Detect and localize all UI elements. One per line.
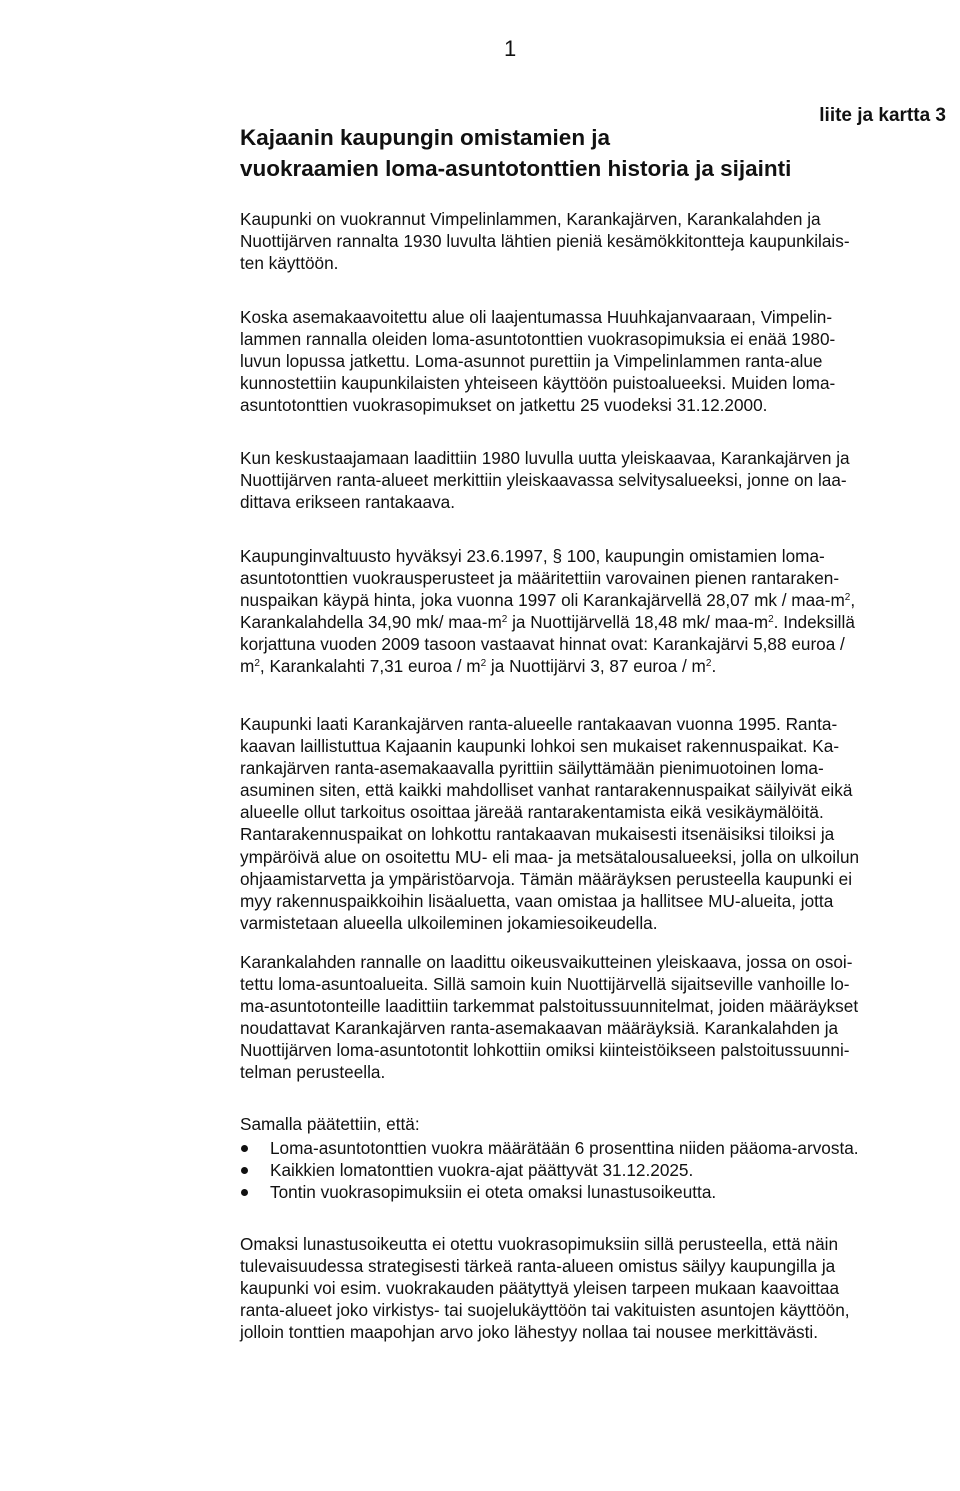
text-line: ten käyttöön.: [240, 253, 339, 274]
text-line: Kaupunki on vuokrannut Vimpelinlammen, Karankajärven, Karankalahden ja: [240, 209, 821, 229]
document-title: [240, 122, 940, 184]
text-line: nuspaikan käypä hinta, joka vuonna 1997 oli Karankajärvellä 28,07 mk / maa-$m^2$,: [240, 590, 856, 611]
text-line: luvun lopussa jatkettu. Loma-asunnot purettiin ja Vimpelinlammen ranta-alue: [240, 351, 823, 372]
paragraph-council-decision: [240, 545, 855, 678]
text-line: Nuottijärven loma-asuntotontit lohkottiin omiksi kiinteistöikseen palstoitussuunni-: [240, 1040, 850, 1061]
decision-list: [240, 1137, 859, 1203]
text-line: asuminen siten, että kaikki mahdolliset vanhat rantarakennuspaikat säilyivät eikä: [240, 780, 853, 801]
text-line: jolloin tonttien maapohjan arvo joko lähestyy nollaa tai nousee merkittävästi.: [240, 1322, 819, 1343]
text-line: Samalla päätettiin, että:: [240, 1114, 420, 1134]
text-line: ranta-alueet joko virkistys- tai suojelukäyttöön tai vakituisten asuntojen käyttöön,: [240, 1300, 850, 1321]
text-line: korjattuna vuoden 2009 tasoon vastaavat hinnat ovat: Karankajärvi 5,88 euroa /: [240, 634, 845, 655]
text-line: telman perusteella.: [240, 1062, 386, 1083]
paragraph-karankalahti: [240, 951, 858, 1084]
text-line: ympäröivä alue on osoitettu MU- eli maa- ja metsätalousalueeksi, jolla on ulkoilun: [240, 846, 860, 867]
text-line: asuntotonttien vuokrasopimukset on jatkettu 25 vuodeksi 31.12.2000.: [240, 395, 768, 416]
page-number: 1: [504, 36, 517, 61]
superscript: 2: [480, 658, 487, 670]
text-line: Nuottijärven ranta-alueet merkittiin yleiskaavassa selvitysalueeksi, jonne on laa-: [240, 470, 847, 491]
superscript: 2: [254, 658, 260, 670]
text-line: Rantarakennuspaikat on lohkottu rantakaavan mukaisesti itsenäisiksi tiloiksi ja: [240, 824, 835, 845]
text-line: Kaupunginvaltuusto hyväksyi 23.6.1997, § 100, kaupungin omistamien loma-: [240, 546, 825, 566]
list-item: Tontin vuokrasopimuksiin ei oteta omaksi lunastusoikeutta.: [240, 1181, 859, 1203]
list-item: Loma-asuntotonttien vuokra määrätään 6 prosenttina niiden pääoma-arvosta.: [240, 1137, 859, 1159]
text-line: Karankalahdella 34,90 mk/ maa-$m^2$ ja Nuottijärvellä 18,48 mk/ maa-$m^2$. Indeksillä: [240, 612, 855, 633]
text-line: myy rakennuspaikkoihin lisäaluetta, vaan omistaa ja hallitsee MU-alueita, jotta: [240, 890, 834, 911]
text-line: Koska asemakaavoitettu alue oli laajentumassa Huuhkajanvaaraan, Vimpelin-: [240, 307, 833, 327]
paragraph-history: [240, 208, 850, 274]
superscript: 2: [768, 614, 774, 626]
text-line: asuntotonttien vuokrausperusteet ja määritettiin varovainen pienen rantaraken-: [240, 568, 840, 589]
text-line: Karankalahden rannalle on laadittu oikeusvaikutteinen yleiskaava, jossa on osoi-: [240, 952, 853, 972]
text-line: rankajärven ranta-asemakaavalla pyrittiin säilyttämään pienimuotoinen loma-: [240, 758, 824, 779]
text-line: $m^2$, Karankalahti 7,31 euroa / $m^2$ ja Nuottijärvi 3, 87 euroa / $m^2$.: [240, 656, 717, 677]
title-line: Kajaanin kaupungin omistamien ja: [240, 125, 611, 150]
text-line: Kun keskustaajamaan laadittiin 1980 luvulla uutta yleiskaavaa, Karankajärven ja: [240, 448, 850, 468]
list-item: Kaikkien lomatonttien vuokra-ajat päättyvät 31.12.2025.: [240, 1159, 859, 1181]
text-line: dittava erikseen rantakaava.: [240, 492, 455, 513]
paragraph-rantakaava: [240, 713, 859, 934]
text-line: noudattavat Karankajärven ranta-asemakaavan määräyksiä. Karankalahden ja: [240, 1018, 839, 1039]
text-line: kunnostettiin kaupunkilaisten yhteiseen käyttöön puistoalueeksi. Muiden loma-: [240, 373, 836, 394]
paragraph-vimpelinlampi: [240, 306, 835, 416]
paragraph-decisions-intro: [240, 1113, 420, 1135]
text-line: ohjaamistarvetta ja ympäristöarvoja. Tämän määräyksen perusteella kaupunki ei: [240, 868, 853, 889]
paragraph-lunastusoikeus: [240, 1233, 850, 1343]
superscript: 2: [705, 658, 712, 670]
text-line: ma-asuntotonteille laadittiin tarkemmat palstoitussuunnitelmat, joiden määräykset: [240, 996, 859, 1017]
superscript: 2: [501, 614, 508, 626]
superscript: 2: [844, 592, 851, 604]
text-line: Kaupunki laati Karankajärven ranta-alueelle rantakaavan vuonna 1995. Ranta-: [240, 714, 838, 734]
title-line: vuokraamien loma-asuntotonttien historia ja sijainti: [240, 156, 792, 181]
text-line: varmistetaan alueella ulkoileminen jokamiesoikeudella.: [240, 912, 658, 933]
text-line: tulevaisuudessa strategisesti tärkeä ranta-alueen omistus säilyy kaupungilla ja: [240, 1256, 836, 1277]
text-line: lammen rannalla oleiden loma-asuntotonttien vuokrasopimuksia ei enää 1980-: [240, 329, 836, 350]
text-line: Omaksi lunastusoikeutta ei otettu vuokrasopimuksiin sillä perusteella, että näin: [240, 1234, 839, 1254]
text-line: kaupunki voi esim. vuokrakauden päätyttyä yleisen tarpeen mukaan kaavoittaa: [240, 1278, 840, 1299]
paragraph-yleiskaava: [240, 447, 850, 513]
attachment-label: liite ja kartta 3: [819, 105, 946, 126]
text-line: Nuottijärven rannalta 1930 luvulta lähtien pieniä kesämökkitontteja kaupunkilais-: [240, 231, 850, 252]
text-line: kaavan laillistuttua Kajaanin kaupunki lohkoi sen mukaiset rakennuspaikat. Ka-: [240, 736, 840, 757]
text-line: tettu loma-asuntoalueita. Sillä samoin kuin Nuottijärvellä sijaitseville vanhoille lo-: [240, 974, 850, 995]
text-line: alueelle ollut tarkoitus osoittaa järeää rantarakentamista eikä vesikäymälöitä.: [240, 802, 824, 823]
